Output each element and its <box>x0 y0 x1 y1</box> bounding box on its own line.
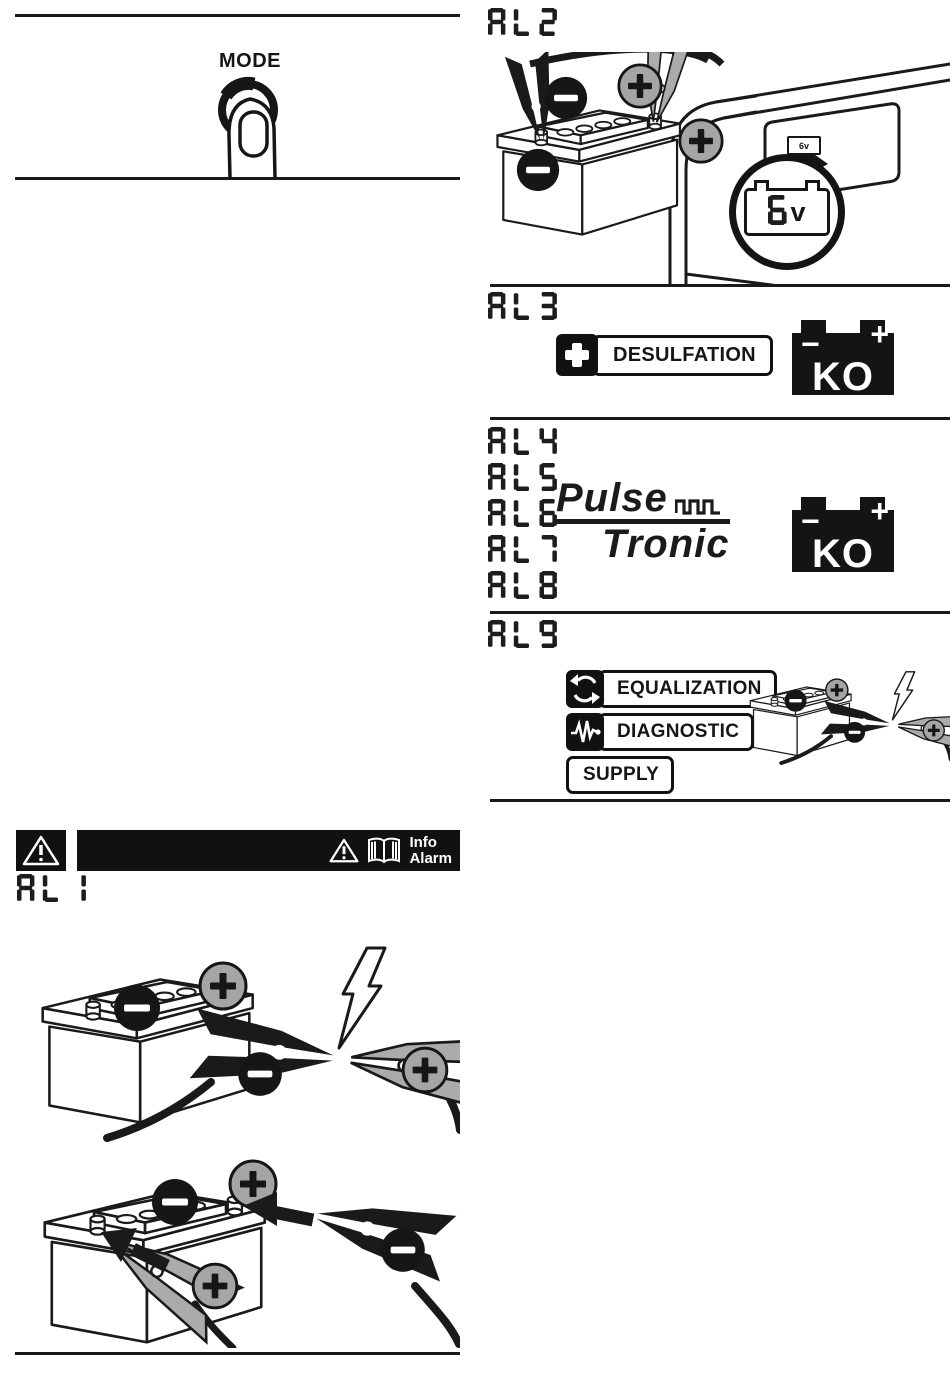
divider <box>15 14 460 17</box>
desulfation-badge <box>556 334 773 376</box>
seven-segment-text <box>17 889 86 906</box>
battery-6v-icon <box>744 188 830 236</box>
ko-status-text: KO <box>812 532 874 576</box>
warning-icon-box <box>16 830 66 871</box>
divider <box>15 177 460 180</box>
al2-battery-charger-figure <box>488 52 950 286</box>
plus-sign: + <box>870 493 889 529</box>
seven-segment-text <box>488 307 557 324</box>
alarm-code-al7 <box>488 535 557 568</box>
alarm-code-al3 <box>488 292 557 325</box>
divider <box>490 611 950 614</box>
magnifier-circle <box>729 154 845 270</box>
plus-sign: + <box>870 316 889 352</box>
manual-book-icon <box>366 837 402 865</box>
divider <box>490 417 950 420</box>
display-voltage-icon <box>787 136 821 155</box>
equalization-label: EQUALIZATION <box>598 670 777 708</box>
alarm-code-al1 <box>17 874 86 907</box>
minus-sign: − <box>801 326 820 362</box>
plus-cross-icon <box>556 334 598 376</box>
pulse-wave-icon <box>675 497 721 515</box>
seven-segment-text <box>488 23 557 40</box>
divider <box>490 799 950 802</box>
voltage-unit: v <box>790 196 806 227</box>
alarm-code-al5 <box>488 463 557 496</box>
alarm-label: Alarm <box>409 849 452 867</box>
alarm-code-al2 <box>488 8 557 41</box>
seven-segment-text <box>488 635 557 652</box>
voltage-digit <box>768 195 787 230</box>
pulsetronic-top-line <box>556 476 730 524</box>
alarm-code-al9 <box>488 620 557 653</box>
seven-segment-text <box>488 442 557 459</box>
ko-status-text: KO <box>812 355 874 399</box>
seven-segment-text <box>488 550 557 567</box>
mode-button-label: MODE <box>219 50 281 72</box>
ecg-pulse-icon <box>566 713 604 751</box>
divider <box>15 1352 460 1355</box>
display-voltage-text: 6v <box>798 140 809 151</box>
pulsetronic-logo <box>556 476 730 566</box>
battery-ko-icon <box>792 493 894 576</box>
al1-correct-connection-figure <box>15 1156 460 1348</box>
minus-sign: − <box>801 503 820 539</box>
warning-triangle-icon <box>329 838 359 864</box>
sync-arrows-icon <box>566 670 604 708</box>
finger-press-mode-icon <box>196 74 304 178</box>
diagnostic-label: DIAGNOSTIC <box>598 713 754 751</box>
al1-short-circuit-figure <box>15 940 460 1145</box>
alarm-code-al4 <box>488 427 557 460</box>
warning-triangle-icon <box>22 835 60 867</box>
divider <box>490 284 950 287</box>
info-alarm-label <box>409 835 452 866</box>
desulfation-label: DESULFATION <box>592 335 773 376</box>
seven-segment-text <box>488 586 557 603</box>
seven-segment-text <box>488 478 557 495</box>
alarm-code-al6 <box>488 499 557 532</box>
alarm-code-al8 <box>488 571 557 604</box>
pulse-label: Pulse <box>556 476 668 520</box>
info-label: Info <box>409 834 437 852</box>
tronic-label: Tronic <box>602 522 730 566</box>
al9-short-circuit-figure <box>737 668 950 798</box>
seven-segment-text <box>488 514 557 531</box>
battery-ko-icon <box>792 316 894 399</box>
info-alarm-banner <box>77 830 460 871</box>
supply-label: SUPPLY <box>566 756 674 794</box>
